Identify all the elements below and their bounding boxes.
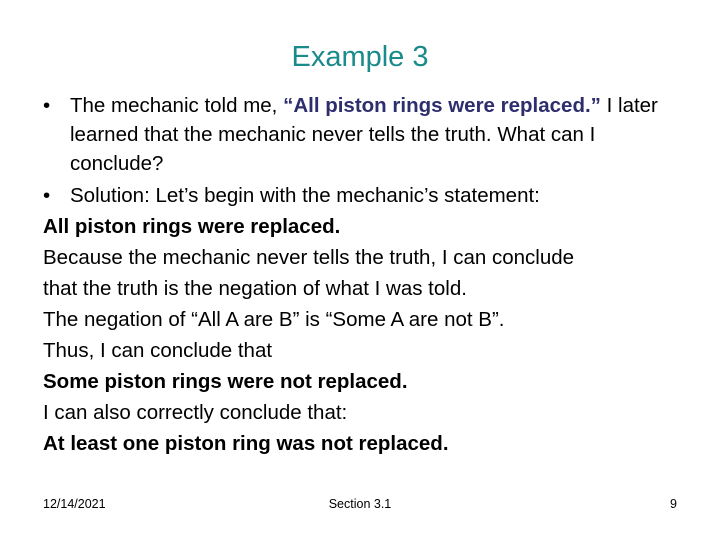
alt-conclusion-line: At least one piston ring was not replaced. (43, 432, 449, 455)
statement-line: All piston rings were replaced. (43, 215, 341, 238)
bullet-text-intro: The mechanic told me, (70, 94, 284, 117)
reasoning-line: Because the mechanic never tells the truth, I can conclude (43, 246, 575, 269)
bullet-marker: • (43, 184, 51, 207)
footer-section: Section 3.1 (328, 497, 392, 511)
footer-page-number: 9 (670, 497, 677, 511)
conclusion-intro-line: Thus, I can conclude that (43, 339, 273, 362)
bullet-solution (43, 180, 683, 211)
alt-conclusion-intro-line: I can also correctly conclude that: (43, 401, 348, 424)
mechanic-quote: “All piston rings were replaced.” (283, 94, 601, 117)
solution-text: Solution: Let’s begin with the mechanic’s statement: (70, 184, 540, 207)
bullet-text-question: I later learned that the mechanic never tells the truth. What can I conclude? (70, 94, 658, 175)
slide-body (43, 91, 683, 459)
bullet-marker: • (43, 94, 51, 117)
slide-title: Example 3 (291, 41, 429, 73)
conclusion-line: Some piston rings were not replaced. (43, 370, 408, 393)
bullet-question (43, 91, 683, 178)
footer-date: 12/14/2021 (43, 497, 106, 511)
reasoning-line: that the truth is the negation of what I was told. (43, 277, 467, 300)
negation-rule-line: The negation of “All A are B” is “Some A are not B”. (43, 308, 505, 331)
